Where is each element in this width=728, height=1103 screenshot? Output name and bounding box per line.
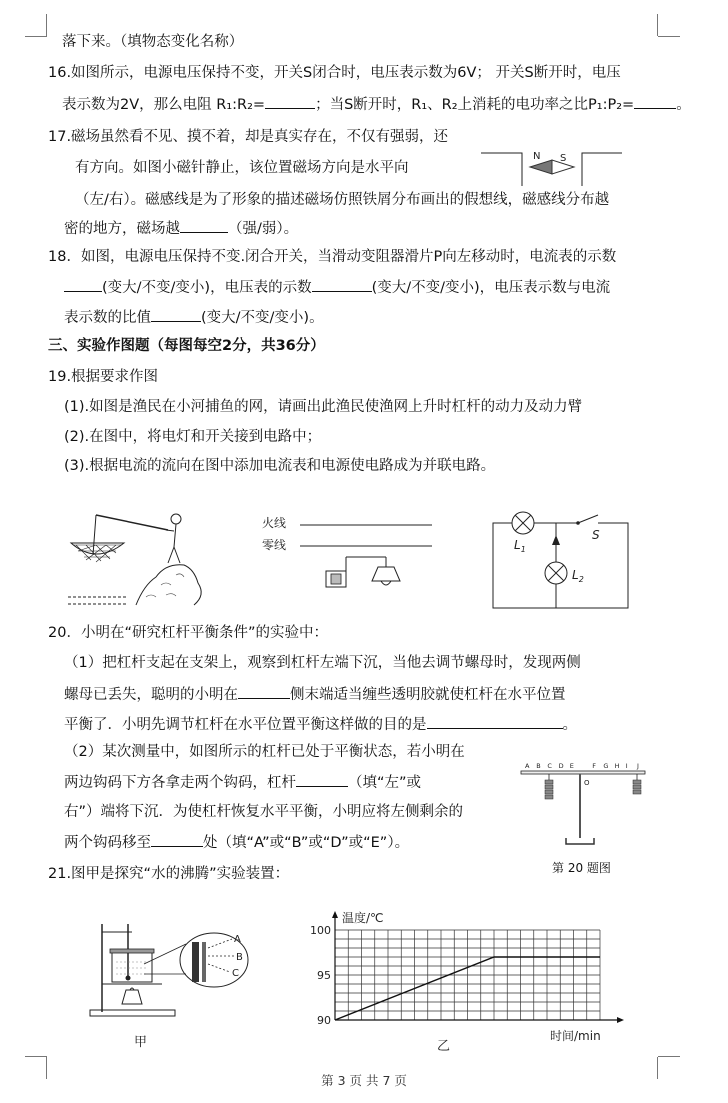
answer-blank[interactable] [238, 684, 290, 699]
question-19-part3: (3).根据电流的流向在图中添加电流表和电源使电路成为并联电路。 [64, 458, 496, 474]
parallel-circuit-figure [488, 505, 633, 617]
question-20-line2 [64, 684, 566, 705]
question-18-line1: 18．如图，电源电压保持不变.闭合开关，当滑动变阻器滑片P向左移动时，电流表的示数 [48, 249, 617, 265]
boiling-apparatus-figure [84, 914, 274, 1053]
magnet-south-label: S [560, 153, 567, 164]
figure-20-caption: 第 20 题图 [552, 861, 611, 875]
lever-scale-letter: J [637, 762, 639, 770]
question-20-line7 [64, 832, 409, 853]
lever-scale-letter: B [536, 762, 541, 770]
lever-pivot-label: O [584, 779, 590, 787]
boiling-temperature-chart [300, 908, 630, 1058]
chart-tick-labels [310, 924, 331, 1027]
q20-text: 两边钩码下方各拿走两个钩码，杠杆 [64, 775, 296, 791]
y-tick-label: 95 [317, 969, 331, 982]
reading-position-a: A [234, 934, 241, 945]
q20-text: 平衡了．小明先调节杠杆在水平位置平衡这样做的目的是 [64, 717, 427, 733]
q16-text: ；当S断开时，R₁、R₂上消耗的电功率之比P₁:P₂= [315, 97, 635, 113]
question-16-line2 [62, 94, 691, 115]
answer-blank[interactable] [64, 277, 102, 292]
switch-s-label: S [592, 528, 600, 542]
question-17-line2: 有方向。如图小磁针静止，该位置磁场方向是水平向 [75, 160, 409, 176]
chart-axes [332, 911, 624, 1023]
q17-text: （强/弱）。 [228, 221, 299, 237]
figure-jia-label: 甲 [134, 1035, 148, 1049]
lever-scale-letters [525, 762, 639, 770]
answer-blank[interactable] [180, 218, 228, 233]
y-tick-label: 100 [310, 924, 331, 937]
household-wiring-figure [262, 515, 437, 599]
chart-grid [335, 930, 600, 1020]
q20-text: 两个钩码移至 [64, 835, 151, 851]
crop-mark-top-left-v [46, 14, 47, 36]
answer-blank[interactable] [151, 307, 201, 322]
question-20-line3 [64, 714, 577, 735]
y-tick-label: 90 [317, 1014, 331, 1027]
left-hook-weights [545, 780, 553, 799]
live-wire-label: 火线 [262, 516, 287, 530]
q20-text: 处（填“A”或“B”或“D”或“E”）。 [203, 835, 410, 851]
question-17-line3: （左/右）。磁感线是为了形象的描述磁场仿照铁屑分布画出的假想线，磁感线分布越 [75, 192, 610, 208]
question-19: 19.根据要求作图 [48, 369, 159, 385]
figure-yi-label: 乙 [437, 1039, 451, 1054]
crop-mark-top-right-v [657, 14, 658, 36]
y-axis-label: 温度/℃ [342, 911, 384, 925]
q20-text: 。 [562, 717, 577, 733]
question-18-line3 [64, 307, 324, 328]
lever-scale-letter: F [592, 762, 596, 770]
lamp-l2-label: $L_2$ [572, 568, 584, 584]
q20-text: （填“左”或 [348, 775, 422, 791]
page-footer: 第 3 页 共 7 页 [321, 1073, 407, 1088]
question-17-line4 [64, 218, 298, 239]
question-20-part1: （1）把杠杆支起在支架上，观察到杠杆左端下沉，当他去调节螺母时，发现两侧 [64, 655, 581, 671]
fisherman-figure [66, 505, 216, 619]
lever-scale-letter: A [525, 762, 530, 770]
q18-text: (变大/不变/变小)，电压表的示数 [102, 280, 312, 296]
magnet-north-label: N [533, 151, 541, 162]
y-axis-arrow [332, 911, 338, 918]
question-21: 21.图甲是探究“水的沸腾”实验装置： [48, 866, 290, 882]
crop-mark-top-right [658, 36, 680, 37]
text-line: 落下来。（填物态变化名称） [62, 34, 244, 50]
lever-scale-letter: G [603, 762, 609, 770]
crop-mark-bottom-left [25, 1056, 47, 1057]
question-19-part1: (1).如图是渔民在小河捕鱼的网，请画出此渔民使渔网上升时杠杆的动力及动力臂 [64, 399, 583, 415]
question-16-line1: 16.如图所示，电源电压保持不变，开关S闭合时，电压表示数为6V； 开关S断开时，电压 [48, 65, 621, 81]
answer-blank[interactable] [265, 94, 315, 109]
q18-text: 表示数的比值 [64, 310, 151, 326]
compass-needle-figure [480, 148, 630, 192]
q17-text: 密的地方，磁场越 [64, 221, 180, 237]
neutral-wire-label: 零线 [262, 538, 287, 552]
section-3-heading: 三、实验作图题（每图每空2分，共36分） [48, 338, 325, 354]
question-19-part2: (2).在图中，将电灯和开关接到电路中； [64, 429, 322, 445]
lever-scale-letter: D [558, 762, 564, 770]
answer-blank[interactable] [296, 772, 348, 787]
answer-blank[interactable] [151, 832, 203, 847]
lamp-l1-label: $L_1$ [514, 538, 526, 554]
q16-text: 表示数为2V，那么电阻 R₁:R₂= [62, 97, 266, 113]
lever-balance-figure [518, 758, 648, 854]
q18-text: (变大/不变/变小)。 [201, 310, 324, 326]
question-18-line2 [64, 277, 610, 298]
q20-text: 螺母已丢失，聪明的小明在 [64, 687, 238, 703]
reading-position-b: B [236, 952, 243, 963]
answer-blank[interactable] [427, 714, 563, 729]
x-axis-label: 时间/min [550, 1029, 601, 1043]
question-20: 20．小明在“研究杠杆平衡条件”的实验中： [48, 625, 328, 641]
lever-scale-letter: I [625, 762, 628, 770]
answer-blank[interactable] [634, 94, 676, 109]
q16-text: 。 [676, 97, 691, 113]
question-20-line5 [64, 772, 421, 793]
lever-scale-letter: C [547, 762, 552, 770]
crop-mark-bottom-right [658, 1056, 680, 1057]
lever-scale-letter: H [614, 762, 620, 770]
question-17-line1: 17.磁场虽然看不见、摸不着，却是真实存在，不仅有强弱，还 [48, 129, 449, 145]
lever-scale-letter: E [569, 762, 574, 770]
right-hook-weights [633, 780, 641, 794]
question-20-part2: （2）某次测量中，如图所示的杠杆已处于平衡状态，若小明在 [64, 744, 465, 760]
reading-position-c: C [232, 968, 239, 979]
answer-blank[interactable] [312, 277, 372, 292]
q18-text: (变大/不变/变小)，电压表示数与电流 [371, 280, 611, 296]
x-axis-arrow [617, 1017, 624, 1023]
crop-mark-top-left [25, 36, 47, 37]
question-20-line6: 右”）端将下沉．为使杠杆恢复水平平衡，小明应将左侧剩余的 [64, 804, 464, 820]
q20-text: 侧末端适当缠些透明胶就使杠杆在水平位置 [290, 687, 566, 703]
